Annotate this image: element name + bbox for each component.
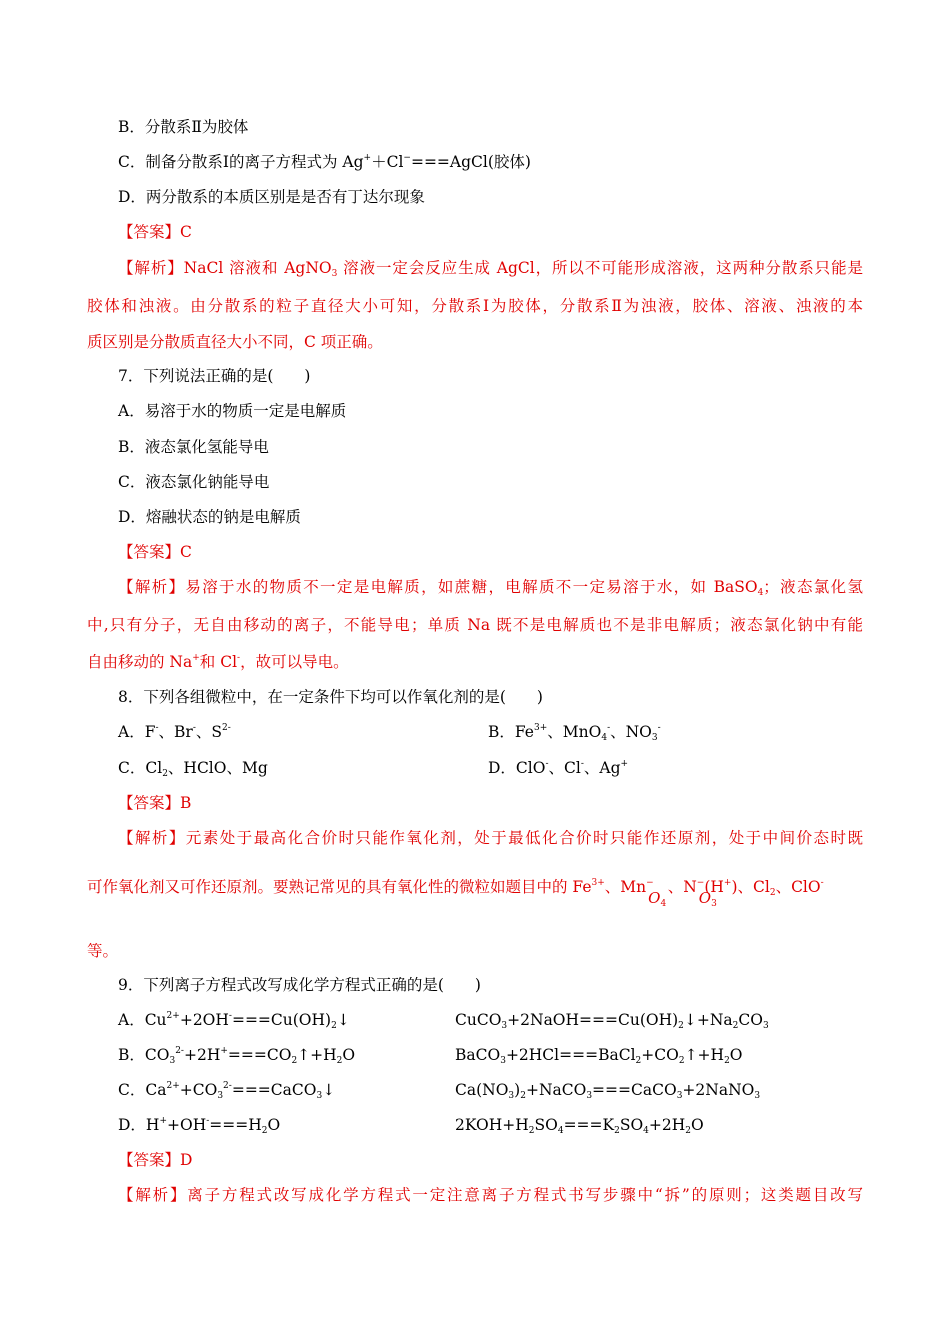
q8-option-d: D．ClO-、Cl-、Ag+ bbox=[488, 759, 629, 777]
q6-analysis-line-3: 质区别是分散质直径大小不同，C 项正确。 bbox=[87, 333, 383, 351]
q6-analysis-line-1: 【解析】NaCl 溶液和 AgNO$_3$ 溶液一定会反应生成 AgCl，所以不可能形成溶液，这两种分散系只能是 bbox=[118, 259, 863, 279]
q6-answer: 【答案】C bbox=[118, 223, 192, 241]
q7-analysis-line-3: 自由移动的 Na+和 Cl-，故可以导电。 bbox=[87, 653, 349, 671]
q9-option-a-ionic: A．$Cu^{2+}+2OH^-===Cu(OH)_2↓$ bbox=[118, 1011, 350, 1031]
q9-option-c-chemical: $Ca(NO_3)_2+NaCO_3===CaCO_3+2NaNO_3$ bbox=[455, 1081, 761, 1101]
q9-option-c-ionic: C．$Ca^{2+}+CO_3^{2-}===CaCO_3↓$ bbox=[118, 1081, 336, 1101]
q8-analysis-line-3: 等。 bbox=[87, 942, 119, 960]
q8-stem: 8．下列各组微粒中，在一定条件下均可以作氧化剂的是( ) bbox=[118, 688, 543, 706]
q9-option-b-chemical: $BaCO_3+2HCl===BaCl_2+CO_2↑+H_2O$ bbox=[455, 1046, 743, 1066]
q8-analysis-line-1: 【解析】元素处于最高化合价时只能作氧化剂，处于最低化合价时只能作还原剂，处于中间价态时既 bbox=[118, 829, 863, 847]
q9-option-d-ionic: D．$H^++OH^-===H_2O$ bbox=[118, 1116, 281, 1136]
q8-option-b: B．$Fe^{3+}$、MnO$_4$-、$NO_3^-$ bbox=[488, 723, 661, 743]
q9-stem: 9．下列离子方程式改写成化学方程式正确的是( ) bbox=[118, 976, 481, 994]
q9-option-b-ionic: B．$CO_3^{2-}+2H^+===CO_2↑+H_2O$ bbox=[118, 1046, 356, 1066]
q7-analysis-line-1: 【解析】易溶于水的物质不一定是电解质，如蔗糖，电解质不一定易溶于水，如 BaSO$_4$；液态氯化氢 bbox=[118, 578, 863, 598]
q8-answer: 【答案】B bbox=[118, 794, 192, 812]
q7-option-b: B．液态氯化氢能导电 bbox=[118, 438, 269, 456]
q6-analysis-line-2: 胶体和浊液。由分散系的粒子直径大小可知，分散系Ⅰ为胶体，分散系Ⅱ为浊液，胶体、溶液、浊液的本 bbox=[87, 297, 863, 315]
q8-analysis-line-2: 可作氧化剂又可作还原剂。要熟记常见的具有氧化性的微粒如题目中的 $Fe^{3+}$、Mn− $O_4$ 、N− $O_3$ (H+)、$Cl_2$、ClO- bbox=[87, 878, 824, 909]
q7-analysis-line-2: 中,只有分子，无自由移动的离子，不能导电；单质 Na 既不是电解质也不是非电解质；液态氯化钠中有能 bbox=[87, 616, 863, 634]
q8-option-a: A．F-、Br-、$S^{2-}$ bbox=[118, 723, 231, 741]
q9-option-a-chemical: $CuCO_3+2NaOH===Cu(OH)_2↓+Na_2CO_3$ bbox=[455, 1011, 769, 1031]
q9-answer: 【答案】D bbox=[118, 1151, 193, 1169]
q7-option-d: D．熔融状态的钠是电解质 bbox=[118, 508, 301, 526]
q9-analysis-line-1: 【解析】离子方程式改写成化学方程式一定注意离子方程式书写步骤中“拆”的原则；这类题目改写 bbox=[118, 1186, 863, 1204]
q7-answer: 【答案】C bbox=[118, 543, 192, 561]
q9-option-d-chemical: $2KOH+H_2SO_4===K_2SO_4+2H_2O$ bbox=[455, 1116, 704, 1136]
q7-option-a: A．易溶于水的物质一定是电解质 bbox=[118, 402, 347, 420]
q6-option-d: D．两分散系的本质区别是是否有丁达尔现象 bbox=[118, 188, 425, 206]
q7-option-c: C．液态氯化钠能导电 bbox=[118, 473, 270, 491]
q6-option-b: B．分散系Ⅱ为胶体 bbox=[118, 118, 249, 136]
q7-stem: 7．下列说法正确的是( ) bbox=[118, 367, 311, 385]
q8-option-c: C．$Cl_2$、HClO、Mg bbox=[118, 759, 268, 779]
q6-option-c: C．制备分散系Ⅰ的离子方程式为 Ag+＋Cl−===AgCl(胶体) bbox=[118, 153, 531, 171]
